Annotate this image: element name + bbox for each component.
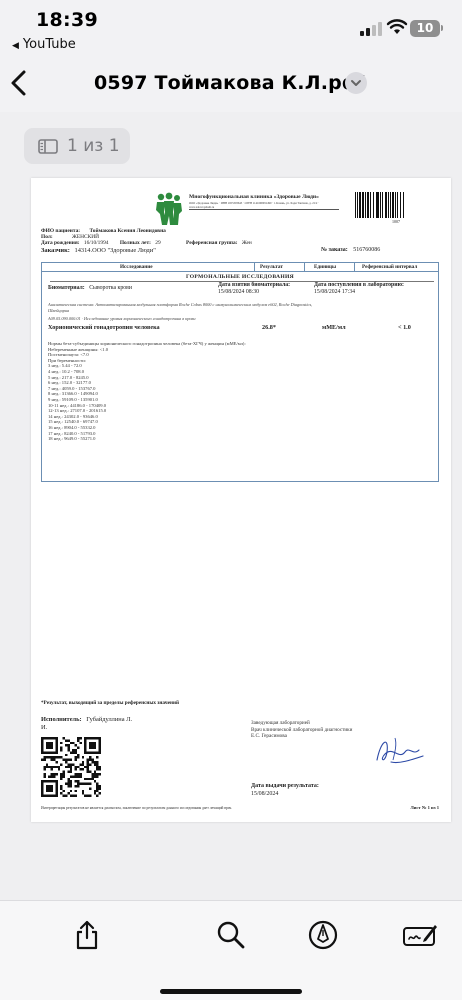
results-table <box>41 262 439 482</box>
document-title[interactable]: 0597 Тоймакова К.Л.pdf <box>94 72 365 94</box>
share-icon[interactable] <box>71 919 103 951</box>
bottom-toolbar <box>0 900 462 1000</box>
header-units: Единицы <box>314 264 337 270</box>
ref-note-line: 4 нед.: 10.2 - 708.0 <box>48 368 84 374</box>
ref-note-line: 7 нед.: 4059.0 - 153767.0 <box>48 385 96 391</box>
barcode-bar <box>404 192 405 218</box>
interpretation-note: Интерпретация результатов не является диагнозом, заключение по результатам данного исследования дает лечащий врач. <box>41 806 233 810</box>
issue-value: 15/08/2024 <box>251 791 279 797</box>
ref-note-line: 12-13 нед.: 27107.0 - 201615.0 <box>48 408 107 414</box>
header-sep <box>254 263 255 272</box>
executor-value-2: И. <box>41 724 48 731</box>
results-header-row <box>42 263 438 272</box>
method-line: A09.05.090.000.01 · Исследование уровня хорионического гонадотропина в крови <box>48 316 196 321</box>
date-taken <box>218 282 290 296</box>
test-name: Хорионический гонадотропин человека <box>48 324 160 331</box>
header-divider <box>189 209 339 210</box>
back-app-label: YouTube <box>22 37 76 52</box>
clinic-details: ООО «Здоровые Люди» · ИНН 1655303645 · ОГРН 1141690091490 · г. Казань, ул. Хади Такташа, д. 21/2 · www.zdorovyeludi.ru <box>189 201 320 209</box>
dob-value: 16/10/1994 <box>83 240 109 246</box>
battery-tip <box>441 25 443 31</box>
back-to-app-link[interactable] <box>12 37 76 52</box>
taken-label: Дата взятия биоматериала: <box>218 282 291 288</box>
customer-value: 14314.ООО "Здоровые Люди" <box>74 247 156 254</box>
taken-value: 15/08/2024 08:30 <box>218 289 260 295</box>
header-sep <box>354 263 355 272</box>
test-ref: < 1.0 <box>398 324 411 331</box>
header-study: Исследование <box>120 264 153 270</box>
out-of-range-note: *Результат, выходящий за пределы референсных значений <box>41 700 179 706</box>
ref-group-value: Жен <box>241 240 252 246</box>
order-barcode <box>355 192 437 226</box>
dob-label: Дата рождения: <box>41 240 80 246</box>
lab-head-line-2: Врач клинической лабораторной диагностики <box>251 726 353 733</box>
issue-date <box>251 782 319 798</box>
received-value: 15/08/2024 17:34 <box>314 289 356 295</box>
back-triangle-icon: ◀ <box>12 41 19 51</box>
ref-note-line: Постменопауза: <7.0 <box>48 352 89 358</box>
ref-note-line: 8 нед.: 31366.0 - 149094.0 <box>48 391 98 397</box>
lab-head <box>251 720 352 740</box>
analyzer-line: Аналитическая система: Автоматизированная модульная платформа Roche Cobas 8000 с иммунохимическим модулем e602, Roche Diagnostics, <box>48 302 313 307</box>
barcode-bars <box>355 192 437 218</box>
battery-icon: 10 <box>410 20 440 37</box>
fio-label: ФИО пациента: <box>41 228 81 234</box>
clinic-name: Многофункциональная клиника «Здоровые Люди» <box>189 194 319 200</box>
cellular-signal-icon <box>360 20 382 36</box>
ref-note-line: 3 нед.: 5.44 - 72.0 <box>48 363 82 369</box>
chevron-down-icon[interactable] <box>345 72 367 94</box>
navigation-bar <box>0 56 462 112</box>
biomaterial <box>48 285 132 292</box>
order-number <box>321 247 380 254</box>
executor-label: Исполнитель: <box>41 716 82 723</box>
patient-customer <box>41 247 156 254</box>
order-value: 516760086 <box>353 247 381 253</box>
sheet-number: Лист № 1 из 1 <box>410 805 439 810</box>
ref-note-line: При беременности: <box>48 357 86 363</box>
executor <box>41 716 132 732</box>
barcode-number: 1007 <box>392 219 400 224</box>
header-sep <box>304 263 305 272</box>
page-indicator[interactable] <box>24 128 130 164</box>
lab-head-line-3: Е.С. Герасимова <box>251 733 287 740</box>
ref-note-line: 9 нед.: 59109.0 - 135901.0 <box>48 396 98 402</box>
biomaterial-label: Биоматериал: <box>48 285 85 291</box>
sidebar-icon <box>38 139 58 154</box>
ref-note-line: 6 нед.: 152.0 - 32177.0 <box>48 380 91 386</box>
ref-note-line: 16 нед.: 8904.0 - 55332.0 <box>48 424 96 430</box>
fio-value: Тоймакова Ксения Леонидовна <box>89 228 166 234</box>
header-result: Результат <box>260 264 283 270</box>
age-value: 29 <box>155 240 161 246</box>
section-title: ГОРМОНАЛЬНЫЕ ИССЛЕДОВАНИЯ <box>186 274 294 280</box>
pdf-page <box>31 178 451 822</box>
handwritten-signature <box>371 730 427 770</box>
patient-dob <box>41 240 252 246</box>
ref-note-line: 5 нед.: 217.0 - 8245.0 <box>48 374 89 380</box>
analyzer-line-2: Швейцария <box>48 308 70 313</box>
issue-label: Дата выдачи результата: <box>251 783 319 789</box>
wifi-icon <box>386 18 408 36</box>
ref-note-line: Небеременные женщины: <1.0 <box>48 346 109 352</box>
home-indicator[interactable] <box>160 989 302 994</box>
date-received <box>314 282 404 296</box>
markup-pen-icon[interactable] <box>307 919 339 951</box>
executor-value: Губайдуллина Л. <box>86 716 133 723</box>
ref-note-line: 14 нед.: 24302.0 - 93646.0 <box>48 413 98 419</box>
order-label: № заказа: <box>321 247 348 253</box>
chevron-left-icon[interactable] <box>8 68 30 98</box>
search-icon[interactable] <box>215 919 247 951</box>
status-time: 18:39 <box>36 9 98 31</box>
customer-label: Заказчик: <box>41 247 70 254</box>
lab-head-line-1: Заведующая лабораторией <box>251 720 310 726</box>
pdf-page-area[interactable] <box>0 112 462 900</box>
page-indicator-label: 1 из 1 <box>67 136 120 156</box>
ref-note-line: 15 нед.: 12540.0 - 69747.0 <box>48 419 98 425</box>
age-label: Полных лет: <box>119 240 151 246</box>
status-bar <box>0 0 462 56</box>
received-label: Дата поступления в лабораторию: <box>314 282 404 288</box>
clinic-logo <box>155 192 183 226</box>
signature-icon[interactable] <box>402 919 438 951</box>
sex-value: ЖЕНСКИЙ <box>72 234 99 240</box>
biomaterial-value: Сыворотка крови <box>89 285 133 291</box>
ref-group-label: Референсная группа: <box>186 240 238 246</box>
qr-code <box>41 737 101 797</box>
test-units: мМЕ/мл <box>322 324 346 331</box>
sex-label: Пол: <box>41 234 53 240</box>
ref-note-line: 10-11 нед.: 44186.0 - 170409.0 <box>48 402 107 408</box>
ref-note-line: Нормы бета-субъединицы хорионического гонадотропина человека (бета-ХГЧ) у женщин (мМЕ/мл): <box>48 341 246 346</box>
header-ref: Референсный интервал <box>362 264 418 270</box>
test-result: 26.8* <box>262 324 276 331</box>
ref-note-line: 17 нед.: 8240.0 - 51793.0 <box>48 430 96 436</box>
ref-note-line: 18 нед.: 9649.0 - 55271.0 <box>48 436 96 442</box>
reference-notes <box>48 341 246 442</box>
